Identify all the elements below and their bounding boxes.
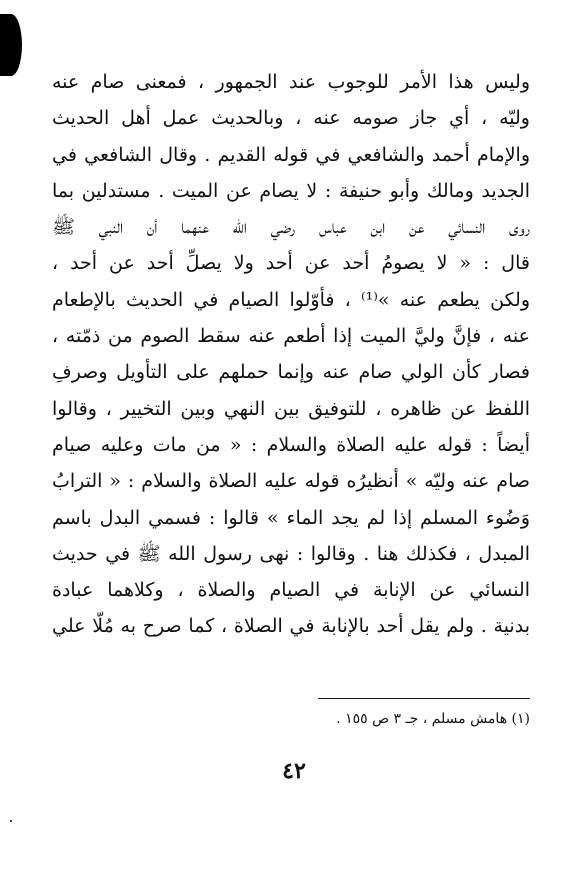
- text-line-14: المبدل ، فكذلك هنا . وقالوا : نهى رسول الله ﷺ في حديث: [52, 542, 530, 565]
- text-line-12: صام عنه وليّه » أنظيرُه قوله عليه الصلاة والسلام : « الترابُ: [52, 470, 530, 493]
- scan-edge-mark: [0, 14, 22, 76]
- text-line-13: وَضُوء المسلم إذا لم يجد الماء » قالوا : فسمي البدل باسم: [52, 506, 530, 529]
- scan-speck: [10, 820, 12, 822]
- footnote: (١) هامش مسلم ، جـ ٣ ص ١٥٥ .: [336, 711, 530, 727]
- text-line-7: ولكن يطعم عنه »⁽¹⁾ ، فأوّلوا الصيام في الحديث بالإطعام: [52, 288, 530, 311]
- text-line-10: اللفظ عن ظاهره ، للتوفيق بين النهي وبين التخيير ، وقالوا: [52, 397, 530, 420]
- text-line-4: الجديد ومالك وأبو حنيفة : لا يصام عن الميت . مستدلين بما: [52, 179, 530, 202]
- page-number: ٤٢: [282, 758, 306, 784]
- text-line-11: أيضاً : قوله عليه الصلاة والسلام : « من مات وعليه صيام: [52, 433, 530, 456]
- main-text: [52, 64, 530, 645]
- text-line-3: والإمام أحمد والشافعي في قوله القديم . وقال الشافعي في: [52, 143, 530, 166]
- text-line-1: وليس هذا الأمر للوجوب عند الجمهور ، فمعنى صام عنه: [52, 71, 530, 93]
- text-line-16: بدنية . ولم يقل أحد بالإنابة في الصلاة ، كما صرح به مُلّا علي: [52, 615, 530, 638]
- text-line-8: عنه ، فإنَّ وليَّ الميت إذا أطعم عنه سقط الصوم من ذمّته ،: [52, 325, 530, 348]
- text-line-6: قال : « لا يصومُ أحد عن أحد ولا يصلِّ أحد عن أحد ،: [52, 252, 530, 275]
- text-line-2: وليّه ، أي جاز صومه عنه ، وبالحديث عمل أهل الحديث: [52, 107, 530, 130]
- text-line-15: النسائي عن الإنابة في الصيام والصلاة ، وكلاهما عبادة: [52, 579, 530, 602]
- footnote-divider: [318, 698, 530, 699]
- text-line-5: روى النسائي عن ابن عباس رضي الله عنهما أن النبي ﷺ: [52, 216, 530, 239]
- text-line-9: فصار كأن الولي صام عنه وإنما حملهم على التأويل وصرفِ: [52, 361, 530, 384]
